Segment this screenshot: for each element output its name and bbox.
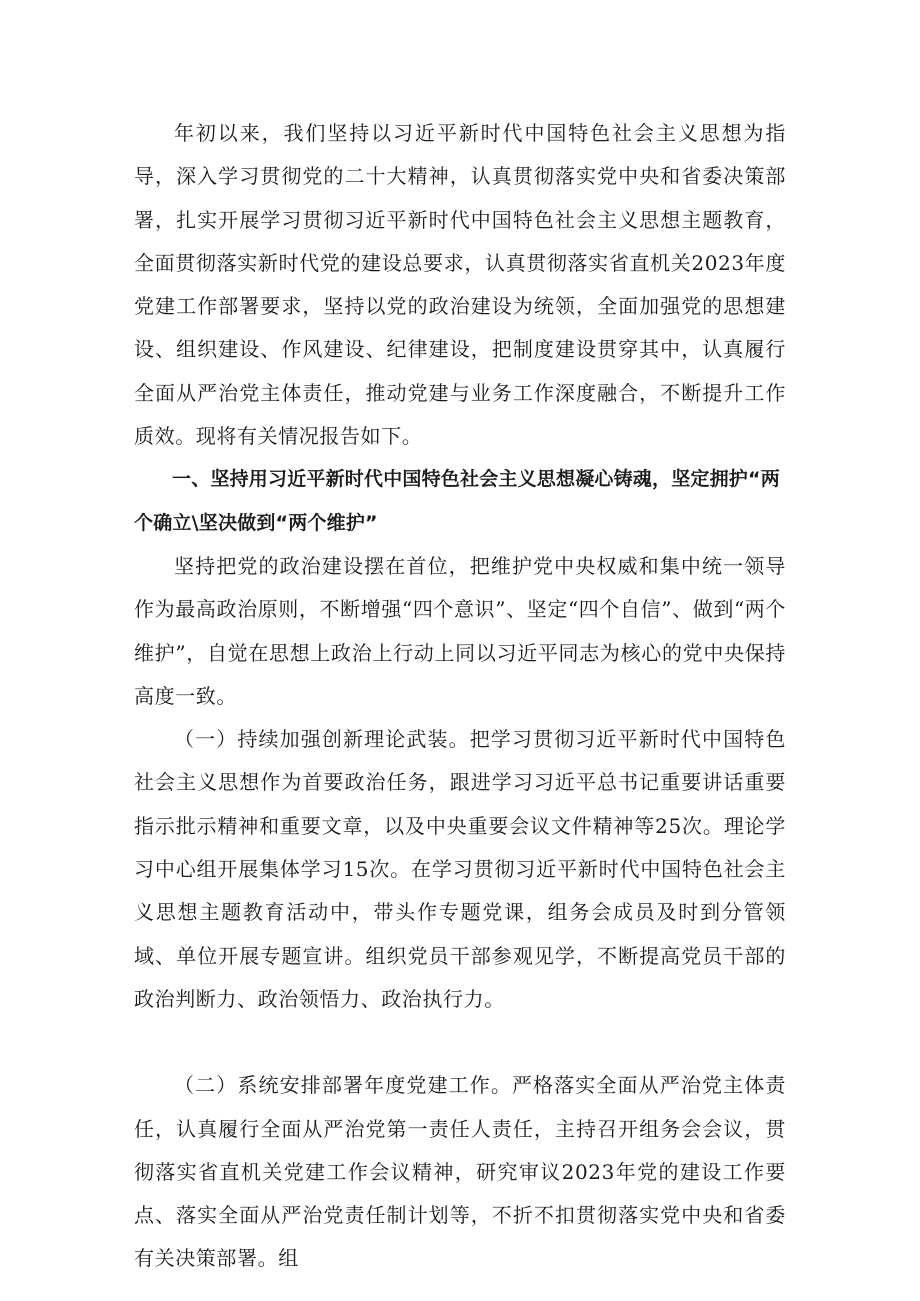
item-1-paragraph: （一）持续加强创新理论武装。把学习贯彻习近平新时代中国特色社会主义思想作为首要政治任务，跟进学习习近平总书记重要讲话重要指示批示精神和重要文章，以及中央重要会议文件精神等25次。理论学习中心组开展集体学习15次。在学习贯彻习近平新时代中国特色社会主义思想主题教育活动中，带头作专题党课，组务会成员及时到分管领域、单位开展专题宣讲。组织党员干部参观见学，不断提高党员干部的政治判断力、政治领悟力、政治执行力。 bbox=[134, 727, 786, 1011]
paragraph-gap bbox=[134, 1021, 786, 1064]
item-2-paragraph: （二）系统安排部署年度党建工作。严格落实全面从严治党主体责任，认真履行全面从严治党第一责任人责任，主持召开组务会会议，贯彻落实省直机关党建工作会议精神，研究审议2023年党的建设工作要点、落实全面从严治党责任制计划等，不折不扣贯彻落实党中央和省委有关决策部署。组 bbox=[134, 1073, 786, 1271]
section-1-paragraph: 坚持把党的政治建设摆在首位，把维护党中央权威和集中统一领导作为最高政治原则，不断增强“四个意识”、坚定“四个自信”、做到“两个维护”，自觉在思想上政治上行动上同以习近平同志为核心的党中央保持高度一致。 bbox=[134, 553, 786, 708]
section-heading-1: 一、坚持用习近平新时代中国特色社会主义思想凝心铸魂，坚定拥护“两个确立\坚决做到“两个维护” bbox=[134, 468, 780, 534]
intro-paragraph: 年初以来，我们坚持以习近平新时代中国特色社会主义思想为指导，深入学习贯彻党的二十大精神，认真贯彻落实党中央和省委决策部署，扎实开展学习贯彻习近平新时代中国特色社会主义思想主题教育，全面贯彻落实新时代党的建设总要求，认真贯彻落实省直机关2023年度党建工作部署要求，坚持以党的政治建设为统领，全面加强党的思想建设、组织建设、作风建设、纪律建设，把制度建设贯穿其中，认真履行全面从严治党主体责任，推动党建与业务工作深度融合，不断提升工作质效。现将有关情况报告如下。 bbox=[134, 121, 786, 449]
document-page bbox=[134, 112, 786, 1281]
